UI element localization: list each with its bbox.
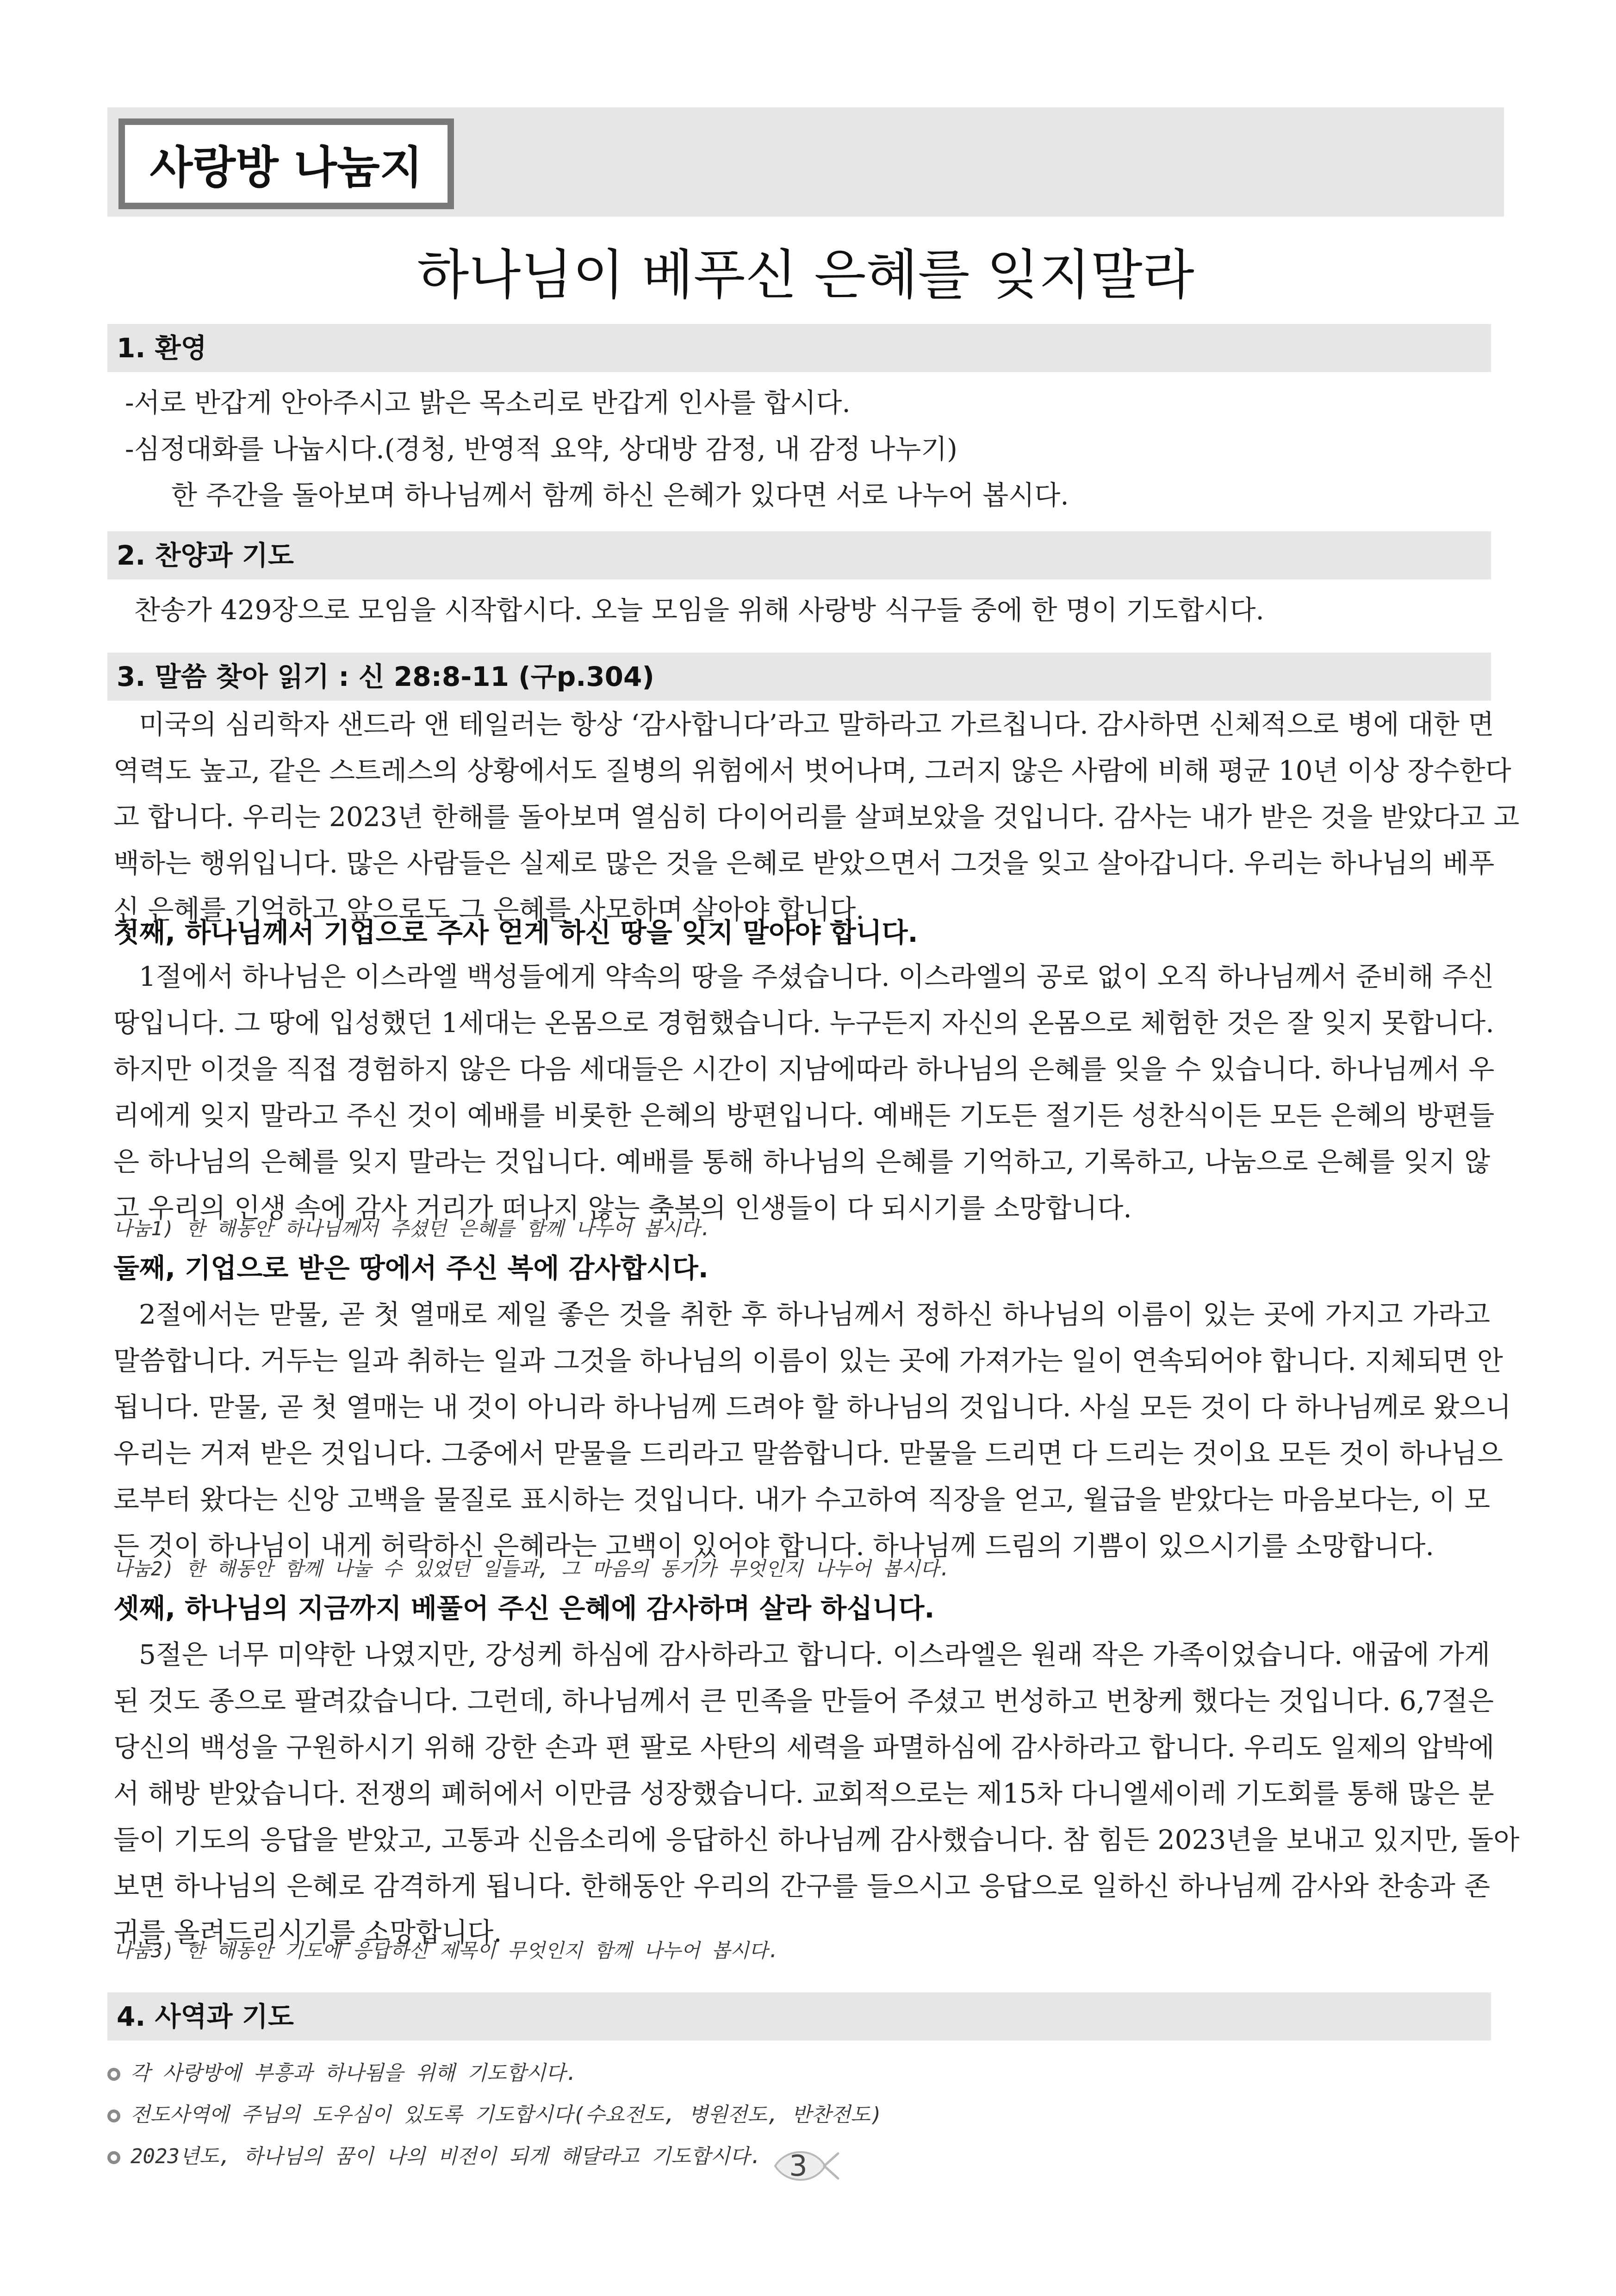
scripture-intro (113, 701, 1520, 933)
point-three-title: 셋째, 하나님의 지금까지 베풀어 주신 은혜에 감사하며 살라 하십니다. (113, 1593, 935, 1624)
header-tag: 사랑방 나눔지 (149, 141, 423, 193)
paragraph-line: 들이 기도의 응답을 받았고, 고통과 신음소리에 응답하신 하나님께 감사했습니다. 참 힘든 2023년을 보내고 있지만, 돌아 (113, 1824, 1520, 1855)
paragraph-line: 2절에서는 맏물, 곧 첫 열매로 제일 좋은 것을 취한 후 하나님께서 정하신 하나님의 이름이 있는 곳에 가지고 가라고 (139, 1299, 1490, 1330)
welcome-text (125, 380, 1502, 518)
point-two-text (113, 1291, 1511, 1569)
paragraph-line: 로부터 왔다는 신앙 고백을 물질로 표시하는 것입니다. 내가 수고하여 직장을 얻고, 월급을 받았다는 마음보다는, 이 모 (113, 1484, 1490, 1515)
bullet-icon (107, 2068, 120, 2081)
prayer-item (107, 2138, 762, 2175)
paragraph-line: 신 은혜를 기억하고 앞으로도 그 은혜를 사모하며 살아야 합니다. (113, 894, 864, 925)
paragraph-line: 땅입니다. 그 땅에 입성했던 1세대는 온몸으로 경험했습니다. 누구든지 자신의 온몸으로 체험한 것은 잘 잊지 못합니다. (113, 1007, 1494, 1039)
welcome-line: -심정대화를 나눕시다.(경청, 반영적 요약, 상대방 감정, 내 감정 나누기) (125, 433, 957, 465)
section-heading-scripture: 3. 말씀 찾아 읽기 : 신 28:8-11 (구p.304) (107, 653, 1491, 701)
paragraph-line: 백하는 행위입니다. 많은 사람들은 실제로 많은 것을 은혜로 받았으면서 그것을 잊고 살아갑니다. 우리는 하나님의 베푸 (113, 847, 1495, 879)
paragraph-line: 됩니다. 맏물, 곧 첫 열매는 내 것이 아니라 하나님께 드려야 할 하나님의 것입니다. 사실 모든 것이 다 하나님께로 왔으니 (113, 1391, 1511, 1423)
section-heading-praise-prayer: 2. 찬양과 기도 (107, 531, 1491, 579)
prayer-item-text: 전도사역에 주님의 도우심이 있도록 기도합시다(수요전도, 병원전도, 반찬전도) (131, 2103, 883, 2127)
paragraph-line: 은 하나님의 은혜를 잊지 말라는 것입니다. 예배를 통해 하나님의 은혜를 기억하고, 기록하고, 나눔으로 은혜를 잊지 않 (113, 1146, 1490, 1177)
paragraph-line: 든 것이 하나님이 내게 허락하신 은혜라는 고백이 있어야 합니다. 하나님께 드림의 기쁨이 있으시기를 소망합니다. (113, 1530, 1434, 1562)
paragraph-line: 보면 하나님의 은혜로 감격하게 됩니다. 한해동안 우리의 간구를 들으시고 응답으로 일하신 하나님께 감사와 찬송과 존 (113, 1870, 1490, 1902)
praise-line: 찬송가 429장으로 모임을 시작합시다. 오늘 모임을 위해 사랑방 식구들 중에 한 명이 기도합시다. (134, 594, 1264, 626)
paragraph-line: 리에게 잊지 말라고 주신 것이 예배를 비롯한 은혜의 방편입니다. 예배든 기도든 절기든 성찬식이든 모든 은혜의 방편들 (113, 1100, 1495, 1131)
welcome-line: -서로 반갑게 안아주시고 밝은 목소리로 반갑게 인사를 합시다. (125, 387, 851, 418)
prayer-item (107, 2055, 578, 2092)
bullet-icon (107, 2151, 120, 2164)
paragraph-line: 1절에서 하나님은 이스라엘 백성들에게 약속의 땅을 주셨습니다. 이스라엘의 공로 없이 오직 하나님께서 준비해 주신 (139, 961, 1494, 992)
paragraph-line: 역력도 높고, 같은 스트레스의 상황에서도 질병의 위험에서 벗어나며, 그러지 않은 사람에 비해 평균 10년 이상 장수한다 (113, 755, 1511, 786)
welcome-line: 한 주간을 돌아보며 하나님께서 함께 하신 은혜가 있다면 서로 나누어 봅시다. (171, 479, 1069, 511)
point-one-title: 첫째, 하나님께서 기업으로 주사 얻게 하신 땅을 잊지 말아야 합니다. (113, 917, 918, 948)
paragraph-line: 당신의 백성을 구원하시기 위해 강한 손과 편 팔로 사탄의 세력을 파멸하심에 감사하라고 합니다. 우리도 일제의 압박에 (113, 1731, 1495, 1763)
paragraph-line: 하지만 이것을 직접 경험하지 않은 다음 세대들은 시간이 지남에따라 하나님의 은혜를 잊을 수 있습니다. 하나님께서 우 (113, 1053, 1495, 1085)
prayer-item (107, 2097, 883, 2134)
bullet-icon (107, 2109, 120, 2122)
page-number: 3 (789, 2149, 808, 2183)
section-heading-ministry-prayer: 4. 사역과 기도 (107, 1992, 1491, 2041)
paragraph-line: 우리는 거져 받은 것입니다. 그중에서 맏물을 드리라고 말씀합니다. 맏물을 드리면 다 드리는 것이요 모든 것이 하나님으 (113, 1437, 1503, 1469)
paragraph-line: 귀를 올려드리시기를 소망합니다. (113, 1916, 502, 1948)
praise-text (134, 587, 1511, 633)
section-heading-welcome: 1. 환영 (107, 324, 1491, 372)
sharing-note-1: 나눔1) 한 해동안 하나님께서 주셨던 은혜를 함께 나누어 봅시다. (113, 1217, 712, 1240)
point-three-text (113, 1631, 1520, 1955)
paragraph-line: 5절은 너무 미약한 나였지만, 강성케 하심에 감사하라고 합니다. 이스라엘은 원래 작은 가족이었습니다. 애굽에 가게 (139, 1639, 1490, 1670)
paragraph-line: 말씀합니다. 거두는 일과 취하는 일과 그것을 하나님의 이름이 있는 곳에 가져가는 일이 연속되어야 합니다. 지체되면 안 (113, 1345, 1503, 1376)
sharing-note-3: 나눔3) 한 해동안 기도에 응답하신 제목이 무엇인지 함께 나누어 봅시다. (113, 1939, 780, 1962)
point-one-text (113, 953, 1495, 1231)
paragraph-line: 된 것도 종으로 팔려갔습니다. 그런데, 하나님께서 큰 민족을 만들어 주셨고 번성하고 번창케 했다는 것입니다. 6,7절은 (113, 1685, 1494, 1717)
point-two-title: 둘째, 기업으로 받은 땅에서 주신 복에 감사합시다. (113, 1252, 709, 1284)
prayer-item-text: 2023년도, 하나님의 꿈이 나의 비전이 되게 해달라고 기도합시다. (131, 2145, 762, 2168)
page-title: 하나님이 베푸신 은혜를 잊지말라 (417, 244, 1194, 306)
paragraph-line: 서 해방 받았습니다. 전쟁의 폐허에서 이만큼 성장했습니다. 교회적으로는 제15차 다니엘세이레 기도회를 통해 많은 분 (113, 1778, 1494, 1809)
sharing-note-2: 나눔2) 한 해동안 함께 나눌 수 있었던 일들과, 그 마음의 동기가 무엇인지 나누어 봅시다. (113, 1557, 951, 1580)
paragraph-line: 고 우리의 인생 속에 감사 거리가 떠나지 않는 축복의 인생들이 다 되시기를 소망합니다. (113, 1192, 1132, 1224)
paragraph-line: 고 합니다. 우리는 2023년 한해를 돌아보며 열심히 다이어리를 살펴보았을 것입니다. 감사는 내가 받은 것을 받았다고 고 (113, 801, 1520, 833)
paragraph-line: 미국의 심리학자 샌드라 앤 테일러는 항상 ‘감사합니다’라고 말하라고 가르칩니다. 감사하면 신체적으로 병에 대한 면 (139, 709, 1494, 740)
prayer-item-text: 각 사랑방에 부흥과 하나됨을 위해 기도합시다. (131, 2061, 578, 2085)
